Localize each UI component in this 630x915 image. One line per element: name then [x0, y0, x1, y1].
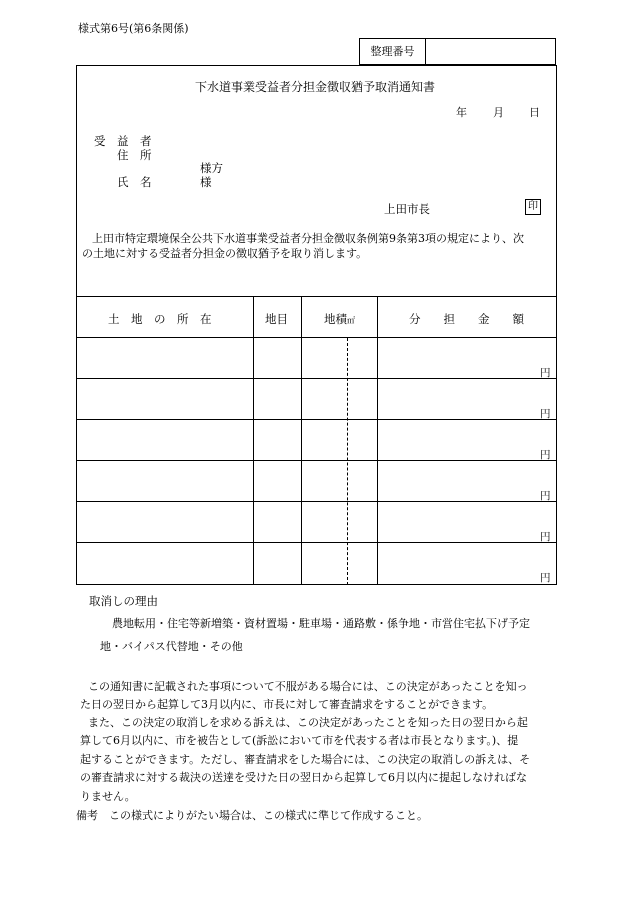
area-unit: ㎡ — [347, 316, 355, 325]
remarks-note: 備考 この様式によりがたい場合は、この様式に準じて作成すること。 — [76, 809, 428, 822]
seal-mark: 印 — [525, 199, 541, 215]
table-top-border — [76, 296, 557, 297]
date-day: 日 — [529, 106, 540, 119]
column-header-area-label: 地積 — [324, 312, 347, 326]
instruction-p2-line-4: の審査請求に対する裁決の送達を受けた日の翌日から起算して6月以内に提起しなければな — [80, 771, 527, 784]
table-column-divider — [377, 296, 378, 585]
beneficiary-label-1: 受 — [94, 134, 106, 148]
yen-unit: 円 — [540, 449, 551, 461]
reason-line-2: 地・バイパス代替地・その他 — [100, 640, 243, 653]
seiri-number-box — [359, 38, 556, 65]
area-decimal-divider — [347, 338, 348, 585]
notice-body-line-2: の土地に対する受益者分担金の徴収猶予を取り消します。 — [82, 247, 368, 260]
instruction-p1-line-2: た日の翌日から起算して3月以内に、市長に対して審査請求をすることができます。 — [80, 698, 494, 711]
reason-line-1: 農地転用・住宅等新増築・資材置場・駐車場・通路敷・係争地・市営住宅払下げ予定 — [112, 617, 530, 630]
column-header-amount: 分 担 金 額 — [409, 312, 524, 326]
issuer-name: 上田市長 — [384, 202, 430, 216]
address-label-1: 住 — [117, 148, 129, 162]
beneficiary-label-3: 者 — [140, 134, 152, 148]
address-label-2: 所 — [140, 148, 152, 162]
instruction-p2-line-1: また、この決定の取消しを求める訴えは、この決定があったことを知った日の翌日から起 — [88, 716, 528, 729]
yen-unit: 円 — [540, 367, 551, 379]
table-row-divider — [76, 378, 557, 379]
instruction-p2-line-2: 算して6月以内に、市を被告として(訴訟において市を代表する者は市長となります。)、提 — [80, 734, 519, 747]
table-column-divider — [301, 296, 302, 585]
yen-unit: 円 — [540, 531, 551, 543]
honorific-label: 様 — [200, 175, 212, 189]
form-number: 様式第6号(第6条関係) — [78, 22, 189, 35]
date-month: 月 — [493, 106, 504, 119]
table-row-divider — [76, 542, 557, 543]
column-header-category: 地目 — [265, 312, 288, 326]
yen-unit: 円 — [540, 572, 551, 584]
name-label-2: 名 — [140, 175, 152, 189]
beneficiary-label-2: 益 — [117, 134, 129, 148]
care-of-label: 様方 — [200, 161, 223, 175]
date-year: 年 — [456, 106, 467, 119]
yen-unit: 円 — [540, 490, 551, 502]
instruction-p2-line-5: りません。 — [80, 790, 136, 803]
instruction-p2-line-3: 起することができます。ただし、審査請求をした場合には、この決定の取消しの訴えは、そ — [80, 753, 531, 766]
column-header-area — [324, 311, 355, 327]
table-column-divider — [253, 296, 254, 585]
table-row-divider — [76, 419, 557, 420]
notice-body-line-1: 上田市特定環境保全公共下水道事業受益者分担金徴収条例第9条第3項の規定により、次 — [92, 232, 524, 245]
column-header-location: 土 地 の 所 在 — [108, 312, 212, 326]
yen-unit: 円 — [540, 408, 551, 420]
table-header-divider — [76, 337, 557, 338]
seiri-number-label: 整理番号 — [360, 39, 426, 64]
name-label-1: 氏 — [117, 175, 129, 189]
table-row-divider — [76, 501, 557, 502]
table-row-divider — [76, 460, 557, 461]
document-title: 下水道事業受益者分担金徴収猶予取消通知書 — [194, 80, 435, 94]
instruction-p1-line-1: この通知書に記載された事項について不服がある場合には、この決定があったことを知っ — [88, 680, 528, 693]
reason-label: 取消しの理由 — [89, 594, 158, 608]
